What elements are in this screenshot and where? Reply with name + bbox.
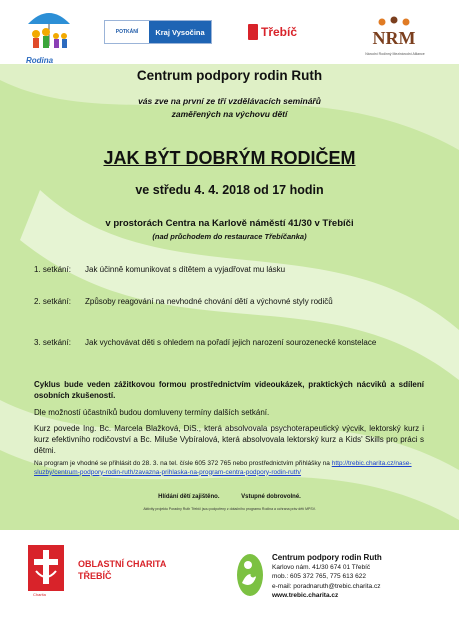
session-text: Způsoby reagování na nevhodné chování dětí a výchovné styly rodičů xyxy=(85,297,333,306)
nrm-subtitle: Národní Rodinný Mezinárodní Alliance xyxy=(365,52,425,56)
contact-title: Centrum podpory rodin Ruth xyxy=(272,553,382,562)
free-entry-note: Vstupné dobrovolné. xyxy=(241,494,301,500)
svg-text:NRM: NRM xyxy=(372,28,416,48)
session-item xyxy=(34,337,424,348)
trebic-emblem-icon xyxy=(248,24,258,40)
extras-line xyxy=(0,494,459,500)
seminar-datetime: ve středu 4. 4. 2018 od 17 hodin xyxy=(135,183,324,197)
session-item xyxy=(34,264,424,275)
vysocina-right-text: Kraj Vysočina xyxy=(149,21,211,43)
charita-name-line-1: OBLASTNÍ CHARITA xyxy=(78,559,167,569)
registration-link[interactable]: http://trebic.charita.cz/nase-sluzby/centrum-podpory-rodin-ruth/zavazna-prihlaska-na-program-centra-podpory-rodin-ruth/ xyxy=(34,460,412,476)
funding-note: Aktivity projektu Poradny Ruth Třebíč jsou podpořeny z dotačního programu Rodina a ochrana práv dětí MPSV. xyxy=(143,507,316,511)
intro-line-1: vás zve na první ze tří vzdělávacích seminářů xyxy=(138,96,321,106)
seminar-venue: v prostorách Centra na Karlově náměstí 41/30 v Třebíči xyxy=(105,218,354,229)
dates-paragraph: Dle možností účastníků budou domluveny termíny dalších setkání. xyxy=(34,408,270,417)
lecturers-paragraph: Kurz povede Ing. Bc. Marcela Blažková, DiS., která absolvovala psychoterapeutický výcvik, lektorský kurz i kurz efektivního rodičovství a Bc. Miluše Vybíralová, která absolvovala lektorský kurz a Kids' Skills pro práci s dětmi. xyxy=(34,424,424,455)
session-text: Jak vychovávat děti s ohledem na pořadí jejich narození sourozenecké konstelace xyxy=(85,338,377,347)
vysocina-left-text: POTKÁNÍ xyxy=(115,29,139,35)
charita-caption: Charita xyxy=(33,592,46,597)
center-title: Centrum podpory rodin Ruth xyxy=(136,68,323,83)
ruth-family-icon xyxy=(236,553,264,598)
session-number: 1. setkání: xyxy=(34,265,71,274)
contact-block xyxy=(272,553,452,601)
registration-info xyxy=(34,460,434,477)
session-number: 2. setkání: xyxy=(34,297,71,306)
session-item xyxy=(34,296,424,307)
contact-address: Karlovo nám. 41/30 674 01 Třebíč xyxy=(272,563,371,571)
registration-text: Na program je vhodné se přihlásit do 28. 3. na tel. čísle 605 372 765 nebo prostřednictvím přihlášky na xyxy=(34,460,330,467)
babysitting-note: Hlídání dětí zajištěno. xyxy=(158,494,220,500)
nrm-logo-icon xyxy=(360,14,428,66)
charita-name xyxy=(78,558,166,582)
kraj-vysocina-logo xyxy=(104,20,212,44)
contact-website[interactable]: www.trebic.charita.cz xyxy=(272,592,339,599)
session-number: 3. setkání: xyxy=(34,338,71,347)
rodina-logo-text: Rodina xyxy=(26,56,54,65)
logos-row xyxy=(0,6,459,68)
charita-name-line-2: TŘEBÍČ xyxy=(78,571,112,581)
intro-line-2: zaměřených na výchovu dětí xyxy=(171,109,288,119)
charita-cross-icon xyxy=(28,545,64,591)
seminar-headline: JAK BÝT DOBRÝM RODIČEM xyxy=(103,148,356,168)
intro-text xyxy=(0,95,459,121)
trebic-logo xyxy=(248,20,304,44)
cycle-paragraph: Cyklus bude veden zážitkovou formou prostřednictvím videoukázek, praktických nácviků a sdílení osobních zkušeností. xyxy=(34,380,424,400)
trebic-logo-text: Třebíč xyxy=(261,25,298,39)
contact-phone: mob.: 605 372 765, 775 613 622 xyxy=(272,573,366,580)
venue-note: (nad průchodem do restaurace Třebíčanka) xyxy=(152,232,307,241)
session-text: Jak účinně komunikovat s dítětem a vyjadřovat mu lásku xyxy=(85,265,286,274)
contact-email[interactable]: e-mail: poradnaruth@trebic.charita.cz xyxy=(272,582,381,590)
